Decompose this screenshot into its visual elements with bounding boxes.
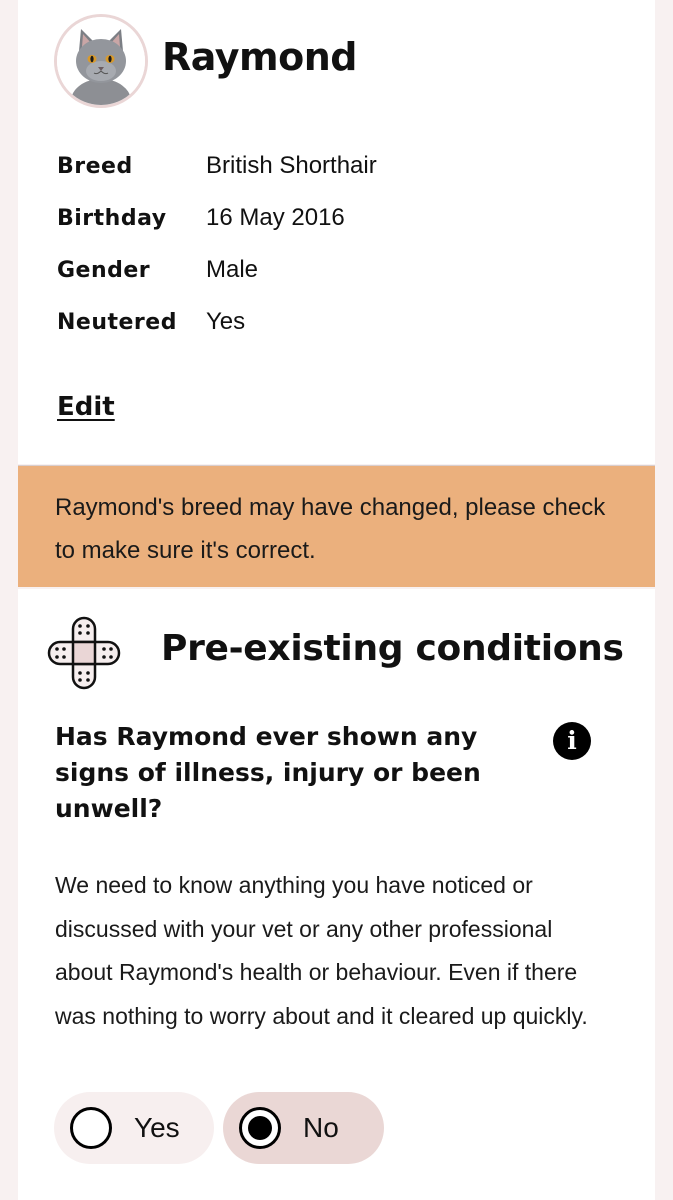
detail-value: 16 May 2016 bbox=[206, 204, 345, 231]
question-description: We need to know anything you have noticed or discussed with your vet or any other professional about Raymond's health or behaviour. Even if there was nothing to worry about and it cleared up quickly. bbox=[55, 872, 588, 1029]
illness-radio-group bbox=[54, 1092, 384, 1164]
radio-label-yes: Yes bbox=[134, 1112, 180, 1143]
detail-label: Gender bbox=[57, 257, 151, 283]
banner-text: Raymond's breed may have changed, please check to make sure it's correct. bbox=[55, 494, 606, 564]
radio-option-yes[interactable] bbox=[54, 1092, 214, 1164]
pre-existing-conditions-card bbox=[18, 589, 655, 1200]
pet-name: Raymond bbox=[162, 35, 357, 79]
radio-label-no: No bbox=[303, 1112, 339, 1143]
detail-row-gender bbox=[57, 244, 377, 296]
breed-warning-banner bbox=[18, 465, 655, 587]
detail-row-breed bbox=[57, 140, 377, 192]
section-title: Pre-existing conditions bbox=[161, 628, 624, 669]
info-icon[interactable]: i bbox=[553, 722, 591, 760]
detail-label: Birthday bbox=[57, 205, 167, 231]
pet-avatar bbox=[54, 14, 148, 108]
detail-value: British Shorthair bbox=[206, 152, 377, 179]
radio-unselected-icon bbox=[70, 1107, 112, 1149]
detail-value: Male bbox=[206, 256, 259, 283]
edit-link[interactable]: Edit bbox=[57, 392, 115, 422]
detail-row-birthday bbox=[57, 192, 377, 244]
radio-selected-icon bbox=[239, 1107, 281, 1149]
cat-avatar-icon bbox=[57, 17, 145, 105]
plaster-icon bbox=[46, 615, 122, 691]
pet-details-list bbox=[57, 140, 377, 348]
detail-label: Breed bbox=[57, 153, 133, 179]
pet-details-card bbox=[18, 0, 655, 464]
detail-label: Neutered bbox=[57, 309, 177, 335]
radio-option-no[interactable] bbox=[223, 1092, 384, 1164]
detail-row-neutered bbox=[57, 296, 377, 348]
detail-value: Yes bbox=[206, 308, 246, 335]
illness-question: Has Raymond ever shown any signs of illness, injury or been unwell? bbox=[55, 722, 481, 823]
